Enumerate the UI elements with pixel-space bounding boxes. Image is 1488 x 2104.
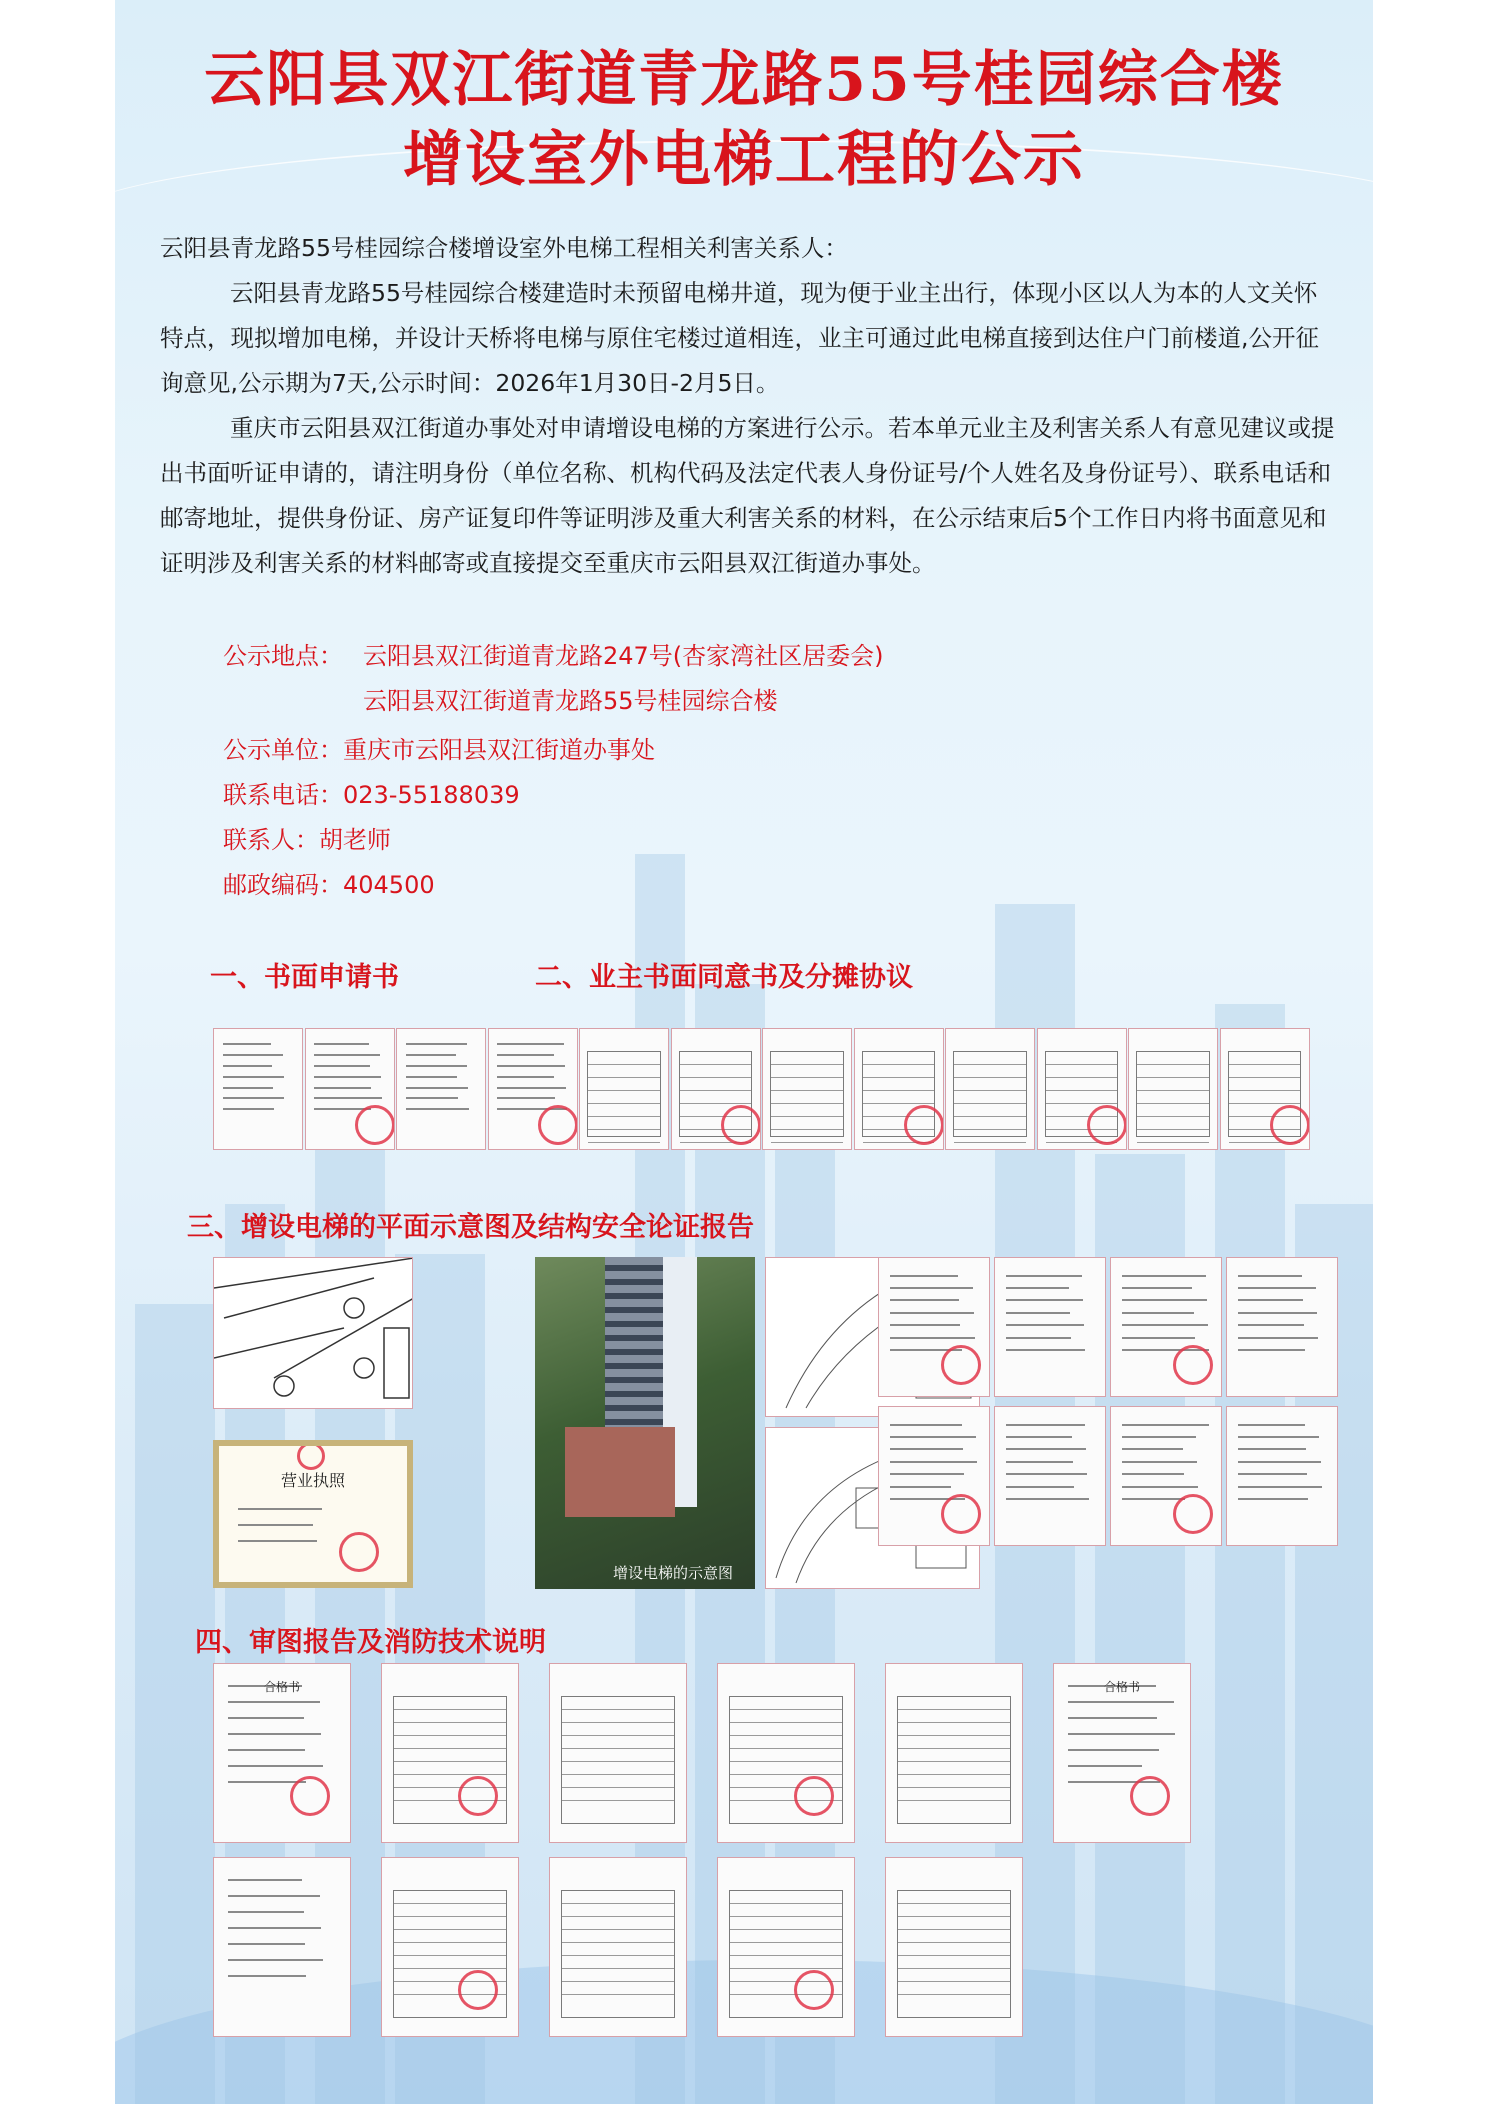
elevator-rendering-photo [535,1257,755,1589]
location-label: 公示地点： [223,642,343,670]
poster-title [115,40,1373,200]
section-1-title: 一、书面申请书 [210,962,399,993]
license-emblem-icon [297,1442,325,1470]
license-title: 营业执照 [280,1471,345,1490]
title-line-2: 增设室外电梯工程的公示 [403,125,1085,195]
safety-report-page-8 [1226,1406,1338,1546]
cert-title: 合格书 [263,1680,300,1695]
application-page-6 [671,1028,761,1150]
section-4-title: 四、审图报告及消防技术说明 [195,1627,546,1658]
review-page-4 [717,1663,855,1843]
location-1: 云阳县双江街道青龙路247号(杏家湾社区居委会) [363,642,884,670]
postcode: 邮政编码：404500 [223,871,435,899]
application-page-2 [305,1028,395,1150]
safety-report-page-4 [1226,1257,1338,1397]
review-page-7 [213,1857,351,2037]
application-page-10 [1037,1028,1127,1150]
review-page-10 [717,1857,855,2037]
contact-person: 联系人：胡老师 [223,826,391,854]
lower-building [565,1427,675,1517]
review-page-9 [549,1857,687,2037]
paragraph-2-text: 重庆市云阳县双江街道办事处对申请增设电梯的方案进行公示。若本单元业主及利害关系人有意见建议或提出书面听证申请的，请注明身份（单位名称、机构代码及法定代表人身份证号/个人姓名及身份证号）、联系电话和邮寄地址，提供身份证、房产证复印件等证明涉及重大利害关系的材料，在公示结束后5个工作日内将书面意见和证明涉及利害关系的材料邮寄或直接提交至重庆市云阳县双江街道办事处。 [160,414,1335,577]
review-page-6 [1053,1663,1191,1843]
safety-report-page-5 [878,1406,990,1546]
review-page-1 [213,1663,351,1843]
application-page-9 [945,1028,1035,1150]
title-line-1: 云阳县双江街道青龙路55号桂园综合楼 [204,45,1284,115]
photo-caption: 增设电梯的示意图 [613,1564,734,1582]
paragraph-1-text: 云阳县青龙路55号桂园综合楼建造时未预留电梯井道，现为便于业主出行，体现小区以人为本的人文关怀特点，现拟增加电梯，并设计天桥将电梯与原住宅楼过道相连，业主可通过此电梯直接到达住户门前楼道,公开征询意见,公示期为7天,公示时间：2026年1月30日-2月5日。 [160,279,1319,397]
review-page-3 [549,1663,687,1843]
safety-report-page-6 [994,1406,1106,1546]
review-page-11 [885,1857,1023,2037]
application-page-11 [1128,1028,1218,1150]
safety-report-page-2 [994,1257,1106,1397]
application-page-3 [396,1028,486,1150]
notice-poster [115,0,1373,2104]
section-3-title: 三、增设电梯的平面示意图及结构安全论证报告 [187,1212,754,1243]
application-page-1 [213,1028,303,1150]
safety-report-page-1 [878,1257,990,1397]
greeting: 云阳县青龙路55号桂园综合楼增设室外电梯工程相关利害关系人： [160,234,848,262]
location-2: 云阳县双江街道青龙路55号桂园综合楼 [363,687,778,715]
safety-report-page-3 [1110,1257,1222,1397]
application-page-7 [762,1028,852,1150]
review-page-2 [381,1663,519,1843]
section-2-title: 二、业主书面同意书及分摊协议 [535,962,913,993]
contact-phone: 联系电话：023-55188039 [223,781,520,809]
review-page-5 [885,1663,1023,1843]
notice-unit: 公示单位：重庆市云阳县双江街道办事处 [223,736,655,764]
application-page-5 [579,1028,669,1150]
application-page-12 [1220,1028,1310,1150]
cert-title: 合格书 [1103,1680,1140,1695]
paragraph-1 [160,271,1340,406]
review-page-8 [381,1857,519,2037]
paragraph-2 [160,406,1340,586]
site-plan-lines [214,1258,413,1409]
safety-report-page-7 [1110,1406,1222,1546]
application-page-8 [854,1028,944,1150]
application-page-4 [488,1028,578,1150]
site-plan-drawing [213,1257,413,1409]
business-license [213,1440,413,1588]
